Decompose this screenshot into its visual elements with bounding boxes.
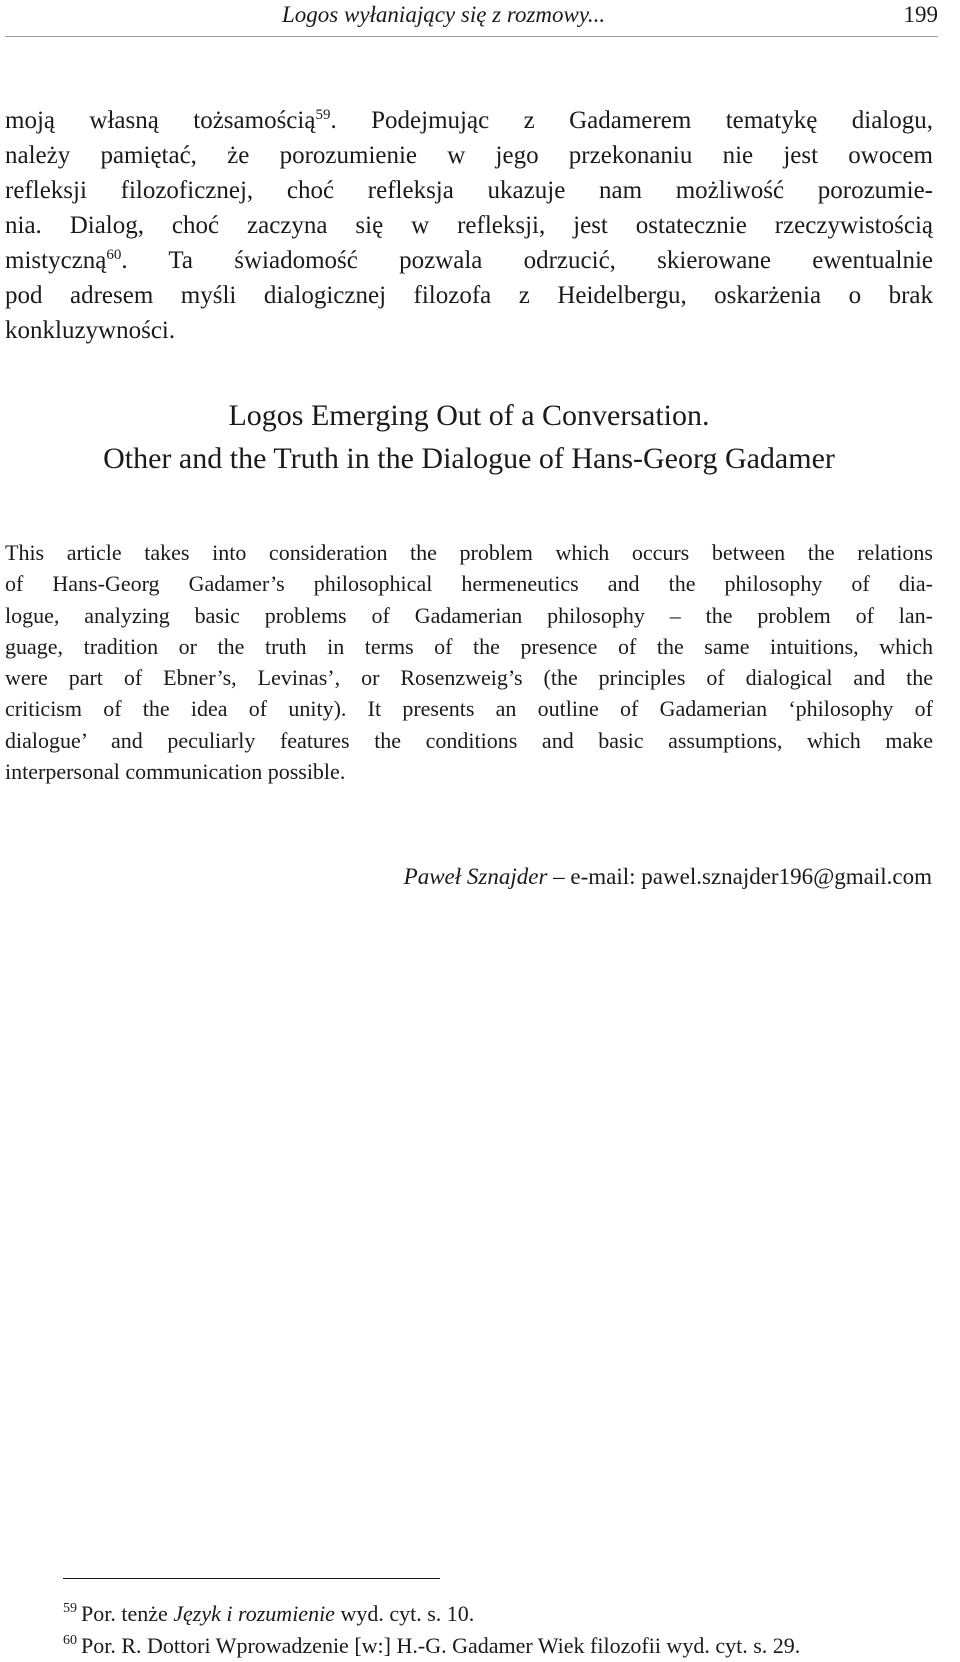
author-name: Paweł Sznajder [403, 864, 548, 889]
email-label: e-mail: [570, 864, 642, 889]
body-line: refleksji filozoficznej, choć refleksja ukazuje nam możliwość porozumie- [5, 177, 933, 204]
footnote-number: 60 [63, 1633, 77, 1648]
abstract-line: criticism of the idea of unity). It presents an outline of Gadamerian ‘philosophy of [5, 696, 933, 722]
footnote-number: 59 [63, 1601, 77, 1616]
footnote-reference: 60 [106, 247, 122, 263]
abstract [5, 537, 933, 787]
running-header [5, 0, 938, 37]
body-line: mistyczną$^{60}$. Ta świadomość pozwala odrzucić, skierowane ewentualnie [5, 247, 933, 274]
abstract-line: logue, analyzing basic problems of Gadamerian philosophy – the problem of lan- [5, 602, 933, 628]
article-title [5, 394, 933, 480]
footnotes [63, 1598, 800, 1662]
page-number: 199 [903, 2, 938, 27]
abstract-line: of Hans-Georg Gadamer’s philosophical hermeneutics and the philosophy of dia- [5, 571, 933, 597]
article-title-line: Logos Emerging Out of a Conversation. [228, 399, 710, 432]
abstract-line: were part of Ebner’s, Levinas’, or Rosenzweig’s (the principles of dialogical and the [5, 665, 933, 691]
author-email-link[interactable]: pawel.sznajder196@gmail.com [641, 864, 932, 889]
abstract-line: interpersonal communication possible. [5, 759, 346, 785]
abstract-line: guage, tradition or the truth in terms of the presence of the same intuitions, which [5, 633, 933, 659]
abstract-line: dialogue’ and peculiarly features the conditions and basic assumptions, which make [5, 727, 933, 753]
running-title: Logos wyłaniający się z rozmowy... [282, 2, 606, 27]
author-separator: – [547, 864, 571, 889]
body-line: moją własną tożsamością$^{59}$. Podejmując z Gadamerem tematykę dialogu, [5, 107, 933, 134]
body-line: należy pamiętać, że porozumienie w jego przekonaniu nie jest owocem [5, 142, 933, 169]
body-line: konkluzywności. [5, 317, 176, 344]
abstract-line: This article takes into consideration the problem which occurs between the relations [5, 540, 933, 565]
footnote-reference: 59 [315, 107, 331, 123]
footnote-book-title: Język i rozumienie [173, 1601, 335, 1626]
body-line: pod adresem myśli dialogicznej filozofa z Heidelbergu, oskarżenia o brak [5, 282, 933, 309]
body-line: nia. Dialog, choć zaczyna się w refleksji, jest ostatecznie rzeczywistością [5, 212, 933, 239]
article-subtitle-line: Other and the Truth in the Dialogue of Hans-Georg Gadamer [103, 442, 835, 475]
footnote-divider [63, 1578, 440, 1579]
author-line [404, 862, 932, 892]
footnote-60: $^{60}$ Por. R. Dottori Wprowadzenie [w:] H.-G. Gadamer Wiek filozofii wyd. cyt. s. 29. [63, 1633, 801, 1658]
footnote-59: $^{59}$ Por. tenże Język i rozumienie wyd. cyt. s. 10. [63, 1601, 475, 1626]
body-paragraph [5, 103, 933, 348]
